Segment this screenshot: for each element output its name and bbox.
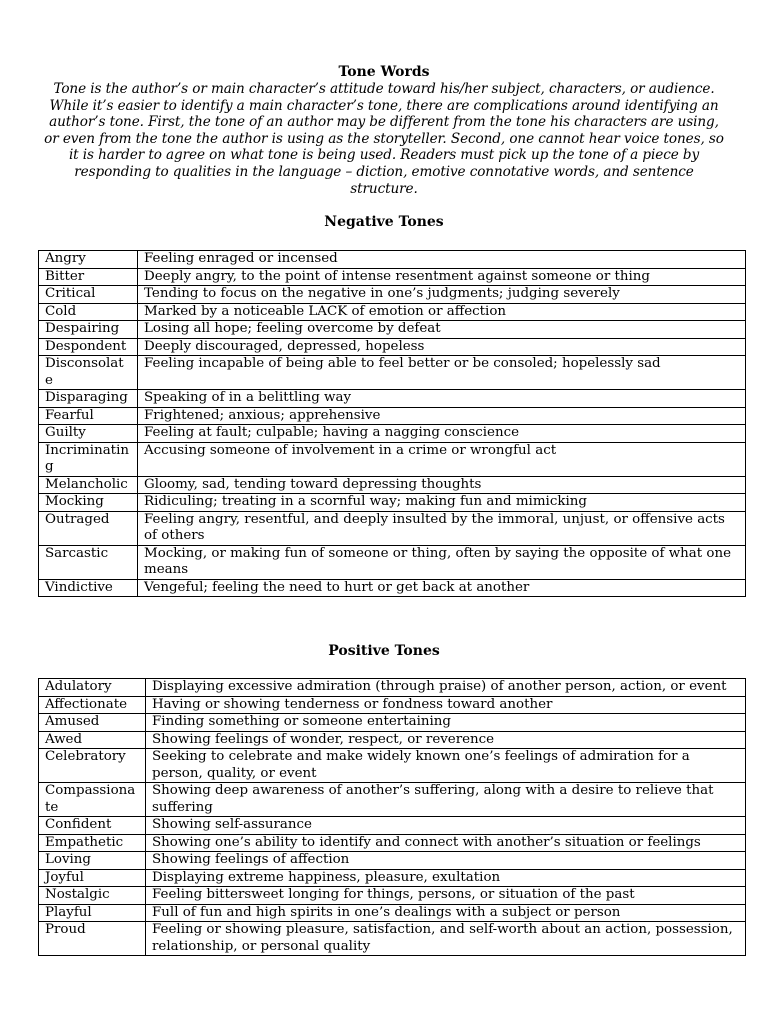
positive-tone-word: Celebratory [39,749,146,783]
negative-tones-table [38,250,746,597]
negative-tone-word: Cold [39,303,138,321]
negative-tone-definition: Gloomy, sad, tending toward depressing thoughts [138,476,746,494]
negative-tone-word: Disparaging [39,390,138,408]
negative-tone-definition: Tending to focus on the negative in one’s judgments; judging severely [138,286,746,304]
negative-tone-word: Despairing [39,321,138,339]
negative-tone-row [39,251,746,269]
negative-tone-word: Mocking [39,494,138,512]
positive-tone-word: Empathetic [39,834,146,852]
intro-paragraph: Tone is the author’s or main character’s attitude toward his/her subject, characters, or audience. While it’s easier to identify a main character’s tone, there are complications around identifying an author’s tone. First, the tone of an author may be different from the tone his characters are using, or even from the tone the author is using as the storyteller. Second, one cannot hear voice tones, so it is harder to agree on what tone is being used. Readers must pick up the tone of a piece by responding to qualities in the language – diction, emotive connotative words, and sentence structure. [44,81,724,197]
positive-tone-definition: Seeking to celebrate and make widely known one’s feelings of admiration for a person, quality, or event [146,749,746,783]
negative-tone-word: Guilty [39,425,138,443]
positive-tone-definition: Showing self-assurance [146,817,746,835]
positive-tone-word: Affectionate [39,696,146,714]
positive-tone-definition: Showing feelings of wonder, respect, or reverence [146,731,746,749]
positive-tone-definition: Full of fun and high spirits in one’s dealings with a subject or person [146,904,746,922]
positive-tone-word: Proud [39,922,146,956]
positive-tone-row [39,904,746,922]
positive-tone-row [39,834,746,852]
positive-tone-word: Amused [39,714,146,732]
negative-tone-row [39,545,746,579]
positive-tones-heading: Positive Tones [328,643,440,659]
positive-tone-word: Adulatory [39,679,146,697]
negative-tone-word: Sarcastic [39,545,138,579]
negative-tone-row [39,338,746,356]
positive-tone-word: Joyful [39,869,146,887]
positive-tone-word: Loving [39,852,146,870]
negative-tone-definition: Feeling angry, resentful, and deeply insulted by the immoral, unjust, or offensive acts of others [138,511,746,545]
negative-tone-row [39,286,746,304]
positive-tone-word: Awed [39,731,146,749]
negative-tone-definition: Vengeful; feeling the need to hurt or get back at another [138,579,746,597]
negative-tone-row [39,425,746,443]
positive-tone-definition: Feeling bittersweet longing for things, persons, or situation of the past [146,887,746,905]
positive-tone-row [39,852,746,870]
positive-tone-definition: Displaying excessive admiration (through praise) of another person, action, or event [146,679,746,697]
positive-tone-definition: Showing deep awareness of another’s suffering, along with a desire to relieve that suffering [146,783,746,817]
negative-tone-row [39,356,746,390]
negative-tone-row [39,579,746,597]
positive-tones-table [38,678,746,956]
page-title: Tone Words [338,64,430,80]
negative-tone-row [39,476,746,494]
positive-tone-definition: Showing one’s ability to identify and connect with another’s situation or feelings [146,834,746,852]
positive-tone-row [39,817,746,835]
negative-tone-definition: Feeling incapable of being able to feel better or be consoled; hopelessly sad [138,356,746,390]
negative-tone-word: Angry [39,251,138,269]
positive-tone-word: Nostalgic [39,887,146,905]
negative-tone-definition: Deeply angry, to the point of intense resentment against someone or thing [138,268,746,286]
negative-tone-word: Melancholic [39,476,138,494]
negative-tone-row [39,511,746,545]
negative-tone-word: Fearful [39,407,138,425]
negative-tone-row [39,442,746,476]
negative-tone-row [39,268,746,286]
positive-tone-row [39,749,746,783]
positive-tone-row [39,714,746,732]
negative-tone-word: Outraged [39,511,138,545]
positive-tone-row [39,679,746,697]
positive-tone-word: Playful [39,904,146,922]
negative-tone-word: Despondent [39,338,138,356]
negative-tone-word: Bitter [39,268,138,286]
positive-tone-row [39,922,746,956]
negative-tone-definition: Mocking, or making fun of someone or thing, often by saying the opposite of what one means [138,545,746,579]
positive-tone-row [39,783,746,817]
negative-tone-word: Vindictive [39,579,138,597]
negative-tone-definition: Feeling at fault; culpable; having a nagging conscience [138,425,746,443]
negative-tone-definition: Losing all hope; feeling overcome by defeat [138,321,746,339]
negative-tone-word: Incriminating [39,442,138,476]
negative-tone-row [39,390,746,408]
negative-tone-definition: Speaking of in a belittling way [138,390,746,408]
negative-tone-definition: Ridiculing; treating in a scornful way; making fun and mimicking [138,494,746,512]
negative-tone-row [39,407,746,425]
negative-tones-heading: Negative Tones [324,214,444,230]
negative-tone-definition: Deeply discouraged, depressed, hopeless [138,338,746,356]
negative-tone-word: Critical [39,286,138,304]
negative-tone-definition: Accusing someone of involvement in a crime or wrongful act [138,442,746,476]
positive-tone-row [39,887,746,905]
positive-tone-word: Compassionate [39,783,146,817]
negative-tone-row [39,321,746,339]
positive-tone-definition: Finding something or someone entertaining [146,714,746,732]
negative-tones-body [39,251,746,597]
positive-tone-row [39,869,746,887]
positive-tone-word: Confident [39,817,146,835]
negative-tone-definition: Marked by a noticeable LACK of emotion or affection [138,303,746,321]
positive-tone-definition: Showing feelings of affection [146,852,746,870]
positive-tone-definition: Displaying extreme happiness, pleasure, exultation [146,869,746,887]
positive-tone-definition: Having or showing tenderness or fondness toward another [146,696,746,714]
negative-tone-row [39,303,746,321]
positive-tone-row [39,696,746,714]
negative-tone-row [39,494,746,512]
negative-tone-definition: Frightened; anxious; apprehensive [138,407,746,425]
positive-tone-row [39,731,746,749]
negative-tone-word: Disconsolate [39,356,138,390]
positive-tone-definition: Feeling or showing pleasure, satisfaction, and self-worth about an action, possession, relationship, or personal quality [146,922,746,956]
positive-tones-body [39,679,746,956]
negative-tone-definition: Feeling enraged or incensed [138,251,746,269]
